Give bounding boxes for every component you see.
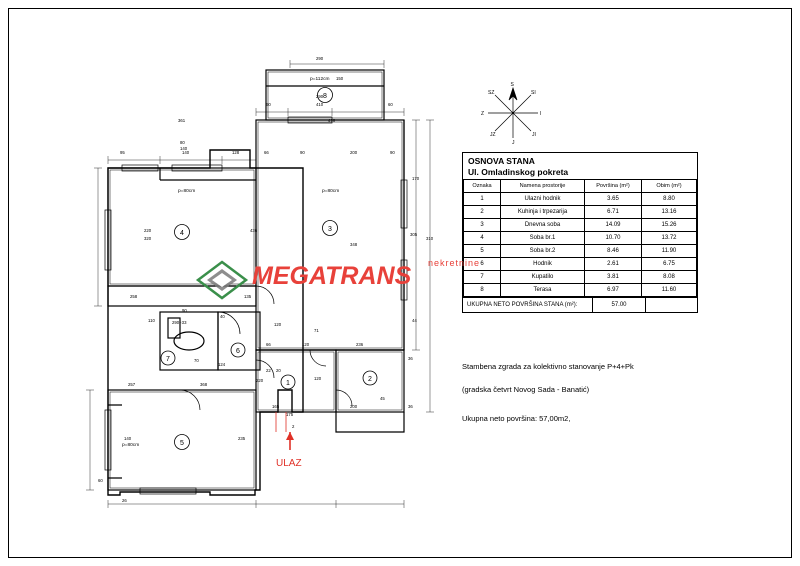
row-name: Ulazni hodnik bbox=[501, 193, 585, 206]
row-area: 6.71 bbox=[585, 206, 642, 219]
col-header-name: Namena prostorije bbox=[501, 180, 585, 193]
total-area-value: 57.00 bbox=[593, 298, 646, 312]
dim-2: 2 bbox=[292, 424, 295, 429]
dim-110: 110 bbox=[148, 318, 155, 323]
col-header-perimeter: Obim (m²) bbox=[642, 180, 697, 193]
dim-70: 70 bbox=[194, 358, 199, 363]
room-number-2: 2 bbox=[368, 376, 372, 383]
entrance-label: ULAZ bbox=[276, 458, 302, 469]
table-row bbox=[464, 193, 697, 206]
wall-note-1: p=80cm bbox=[178, 189, 196, 194]
dim-36b: 36 bbox=[408, 356, 413, 361]
dim-320: 320 bbox=[144, 236, 152, 241]
row-perimeter: 15.26 bbox=[642, 219, 697, 232]
dim-60c: 60 bbox=[98, 478, 103, 483]
row-area: 6.97 bbox=[585, 284, 642, 297]
dim-135: 135 bbox=[244, 294, 252, 299]
compass-south: J bbox=[512, 140, 515, 146]
dim-45: 45 bbox=[380, 396, 385, 401]
dim-140x: 80 bbox=[180, 140, 185, 145]
floor-plan-drawing bbox=[60, 56, 480, 520]
dim-200: 200 bbox=[350, 150, 358, 155]
dim-120c: 120 bbox=[314, 376, 322, 381]
row-mark: 7 bbox=[464, 271, 501, 284]
dim-257: 257 bbox=[128, 382, 136, 387]
row-name: Soba br.2 bbox=[501, 245, 585, 258]
dim-26: 26 bbox=[122, 498, 127, 503]
dim-220: 220 bbox=[144, 228, 152, 233]
entrance-arrow-icon bbox=[285, 432, 295, 458]
dim-120: 120 bbox=[274, 322, 282, 327]
dim-305: 305 bbox=[410, 232, 418, 237]
col-header-area: Površina (m²) bbox=[585, 180, 642, 193]
dim-124: 124 bbox=[218, 362, 226, 367]
row-area: 3.65 bbox=[585, 193, 642, 206]
legend-title-line1: OSNOVA STANA bbox=[468, 156, 535, 166]
dim-235: 235 bbox=[238, 436, 246, 441]
row-perimeter: 13.72 bbox=[642, 232, 697, 245]
compass-rose bbox=[478, 78, 548, 148]
room-number-8: 8 bbox=[323, 93, 327, 100]
row-area: 8.46 bbox=[585, 245, 642, 258]
room-number-1: 1 bbox=[286, 380, 290, 387]
dim-90: 90 bbox=[300, 150, 305, 155]
dim-348: 348 bbox=[350, 242, 358, 247]
compass-east: I bbox=[540, 111, 542, 117]
dim-236: 236 bbox=[356, 342, 364, 347]
row-name: Terasa bbox=[501, 284, 585, 297]
row-name: Kupatilo bbox=[501, 271, 585, 284]
dim-22: 22 bbox=[266, 368, 271, 373]
room-number-6: 6 bbox=[236, 348, 240, 355]
row-mark: 4 bbox=[464, 232, 501, 245]
room-number-3: 3 bbox=[328, 226, 332, 233]
dim-20: 20 bbox=[276, 368, 281, 373]
row-perimeter: 11.90 bbox=[642, 245, 697, 258]
row-name: Soba br.1 bbox=[501, 232, 585, 245]
legend-title bbox=[463, 153, 697, 179]
dim-140z: 140 bbox=[124, 436, 132, 441]
dim-361: 361 bbox=[178, 118, 186, 123]
total-area-row bbox=[463, 297, 697, 312]
note-location: (gradska četvrt Novog Sada - Banatić) bbox=[462, 385, 590, 394]
dim-368: 368 bbox=[200, 382, 208, 387]
note-building-type: Stambena zgrada za kolektivno stanovanje P+4+Pk bbox=[462, 362, 634, 371]
dim-175: 175 bbox=[286, 412, 294, 417]
table-row bbox=[464, 245, 697, 258]
row-mark: 2 bbox=[464, 206, 501, 219]
dim-128: 128 bbox=[232, 150, 240, 155]
row-area: 14.09 bbox=[585, 219, 642, 232]
table-row bbox=[464, 219, 697, 232]
row-area: 10.70 bbox=[585, 232, 642, 245]
dim-165: 165 bbox=[272, 404, 280, 409]
dim-44: 44 bbox=[412, 318, 417, 323]
wall-note-2: p=80cm bbox=[322, 189, 340, 194]
dim-60: 60 bbox=[266, 102, 271, 107]
dim-40: 40 bbox=[220, 314, 225, 319]
dim-436: 436 bbox=[250, 228, 258, 233]
table-header-row bbox=[464, 180, 697, 193]
dim-290-33: 290+33 bbox=[172, 320, 187, 325]
row-mark: 3 bbox=[464, 219, 501, 232]
dim-140y: 140 bbox=[180, 146, 188, 151]
dim-170: 170 bbox=[412, 176, 420, 181]
row-area: 2.61 bbox=[585, 258, 642, 271]
row-mark: 8 bbox=[464, 284, 501, 297]
watermark-sub-text: nekretnine bbox=[428, 258, 481, 268]
dim-66: 66 bbox=[264, 150, 269, 155]
dim-71: 71 bbox=[314, 328, 319, 333]
dim-416: 416 bbox=[328, 118, 336, 123]
dim-60b: 60 bbox=[388, 102, 393, 107]
note-total-area: Ukupna neto površina: 57,00m2, bbox=[462, 414, 571, 423]
dim-150: 150 bbox=[336, 76, 344, 81]
dim-310: 310 bbox=[426, 236, 434, 241]
dim-258: 258 bbox=[130, 294, 138, 299]
compass-southwest: JZ bbox=[490, 132, 496, 138]
row-area: 3.81 bbox=[585, 271, 642, 284]
compass-northwest: SZ bbox=[488, 90, 495, 96]
compass-northeast: SI bbox=[531, 90, 536, 96]
table-row bbox=[464, 206, 697, 219]
total-area-blank bbox=[646, 298, 697, 312]
legend-table bbox=[462, 152, 698, 313]
dim-290b: 290 bbox=[316, 94, 324, 99]
dim-140: 140 bbox=[182, 150, 190, 155]
total-area-label: UKUPNA NETO POVRŠINA STANA (m²): bbox=[463, 298, 593, 312]
table-row bbox=[464, 258, 697, 271]
dim-95: 95 bbox=[120, 150, 125, 155]
dim-36: 36 bbox=[408, 404, 413, 409]
dim-120b: 120 bbox=[302, 342, 310, 347]
dim-90b: 90 bbox=[390, 150, 395, 155]
room-schedule-table bbox=[463, 179, 697, 297]
row-perimeter: 6.75 bbox=[642, 258, 697, 271]
row-name: Kuhinja i trpezarija bbox=[501, 206, 585, 219]
row-perimeter: 11.60 bbox=[642, 284, 697, 297]
row-mark: 5 bbox=[464, 245, 501, 258]
dim-66b: 66 bbox=[266, 342, 271, 347]
row-perimeter: 8.08 bbox=[642, 271, 697, 284]
row-mark: 1 bbox=[464, 193, 501, 206]
row-perimeter: 13.16 bbox=[642, 206, 697, 219]
dim-220b: 220 bbox=[256, 378, 264, 383]
wall-note-3: p=80cm bbox=[122, 443, 140, 448]
table-row bbox=[464, 284, 697, 297]
table-row bbox=[464, 232, 697, 245]
col-header-mark: Oznaka bbox=[464, 180, 501, 193]
dim-290-top: 290 bbox=[316, 56, 324, 61]
compass-southeast: JI bbox=[532, 132, 536, 138]
compass-west: Z bbox=[481, 111, 485, 117]
table-row bbox=[464, 271, 697, 284]
wall-note-0: p=112cm bbox=[310, 77, 330, 82]
row-perimeter: 8.80 bbox=[642, 193, 697, 206]
dim-200b: 200 bbox=[350, 404, 358, 409]
legend-title-line2: Ul. Omladinskog pokreta bbox=[468, 167, 569, 177]
room-number-7: 7 bbox=[166, 356, 170, 363]
room-number-4: 4 bbox=[180, 230, 184, 237]
compass-north: S bbox=[510, 82, 514, 88]
watermark-main-text: MEGATRANS bbox=[252, 262, 412, 290]
row-name: Dnevna soba bbox=[501, 219, 585, 232]
room-number-5: 5 bbox=[180, 440, 184, 447]
dim-90c: 90 bbox=[182, 308, 187, 313]
row-name: Hodnik bbox=[501, 258, 585, 271]
dim-410: 410 bbox=[316, 102, 324, 107]
row-mark: 6 bbox=[464, 258, 501, 271]
